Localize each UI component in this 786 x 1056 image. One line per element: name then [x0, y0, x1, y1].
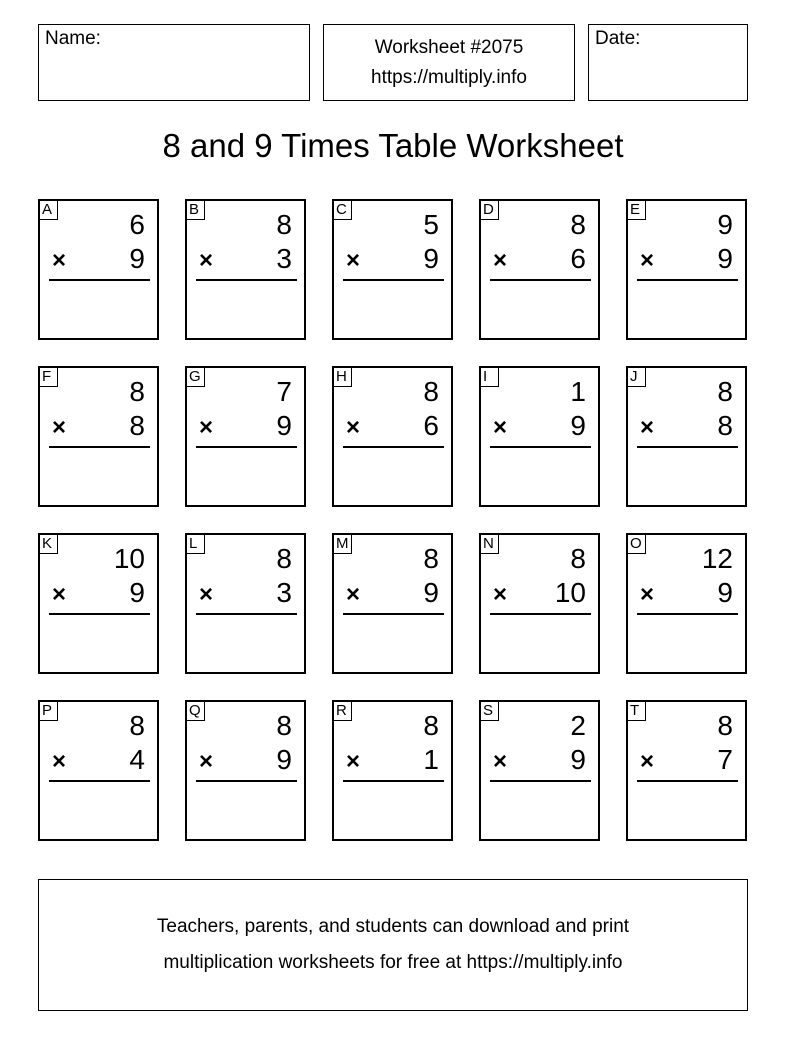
times-icon: × [640, 581, 655, 608]
times-icon: × [346, 414, 361, 441]
answer-line [343, 446, 444, 448]
multiplier: 8 [129, 410, 145, 441]
answer-line [637, 279, 738, 281]
times-icon: × [640, 414, 655, 441]
times-icon: × [346, 748, 361, 775]
problem-label: J [627, 367, 646, 387]
answer-line [637, 613, 738, 615]
problem-label: T [627, 701, 646, 721]
problem-label: I [480, 367, 499, 387]
problem-card[interactable] [332, 366, 453, 507]
problem-label: H [333, 367, 352, 387]
problem-card[interactable] [479, 366, 600, 507]
answer-line [637, 780, 738, 782]
footer-note [38, 879, 748, 1011]
problem-label: L [186, 534, 205, 554]
times-icon: × [52, 581, 67, 608]
multiplier: 3 [276, 243, 292, 274]
multiplier: 9 [570, 744, 586, 775]
answer-line [49, 279, 150, 281]
times-icon: × [346, 581, 361, 608]
answer-line [196, 780, 297, 782]
problem-label: S [480, 701, 499, 721]
name-field[interactable] [38, 24, 310, 101]
multiplicand: 8 [423, 543, 439, 574]
answer-line [49, 446, 150, 448]
answer-line [49, 613, 150, 615]
date-field[interactable] [588, 24, 748, 101]
answer-line [49, 780, 150, 782]
multiplicand: 8 [423, 710, 439, 741]
multiplicand: 2 [570, 710, 586, 741]
multiplicand: 8 [276, 710, 292, 741]
problem-card[interactable] [626, 533, 747, 674]
times-icon: × [52, 414, 67, 441]
answer-line [343, 780, 444, 782]
times-icon: × [199, 414, 214, 441]
times-icon: × [52, 748, 67, 775]
problem-label: C [333, 200, 352, 220]
multiplicand: 7 [276, 376, 292, 407]
answer-line [637, 446, 738, 448]
multiplier: 9 [717, 577, 733, 608]
multiplicand: 1 [570, 376, 586, 407]
multiplier: 6 [423, 410, 439, 441]
problem-label: E [627, 200, 646, 220]
answer-line [490, 780, 591, 782]
multiplier: 1 [423, 744, 439, 775]
answer-line [196, 279, 297, 281]
multiplicand: 8 [129, 376, 145, 407]
multiplier: 10 [554, 577, 586, 608]
problem-card[interactable] [479, 533, 600, 674]
multiplicand: 8 [570, 543, 586, 574]
problem-card[interactable] [185, 533, 306, 674]
multiplicand: 6 [129, 209, 145, 240]
problem-label: R [333, 701, 352, 721]
footer-line-1: Teachers, parents, and students can download and print [156, 916, 630, 937]
multiplier: 9 [717, 243, 733, 274]
times-icon: × [493, 748, 508, 775]
problem-card[interactable] [38, 366, 159, 507]
answer-line [196, 613, 297, 615]
problem-card[interactable] [185, 199, 306, 340]
problem-card[interactable] [332, 700, 453, 841]
problem-label: K [39, 534, 58, 554]
problem-card[interactable] [626, 700, 747, 841]
multiplier: 9 [570, 410, 586, 441]
multiplicand: 8 [717, 376, 733, 407]
multiplicand: 8 [423, 376, 439, 407]
site-url: https://multiply.info [371, 66, 527, 88]
multiplicand: 8 [129, 710, 145, 741]
multiplicand: 8 [570, 209, 586, 240]
times-icon: × [52, 247, 67, 274]
times-icon: × [493, 247, 508, 274]
problem-card[interactable] [479, 700, 600, 841]
problem-label: M [333, 534, 352, 554]
times-icon: × [640, 748, 655, 775]
multiplicand: 5 [423, 209, 439, 240]
worksheet-info [323, 24, 575, 101]
problem-label: O [627, 534, 646, 554]
date-label: Date: [595, 28, 641, 49]
footer-line-2: multiplication worksheets for free at https://multiply.info [163, 952, 623, 973]
multiplier: 9 [423, 243, 439, 274]
answer-line [343, 613, 444, 615]
multiplier: 9 [423, 577, 439, 608]
multiplier: 9 [129, 577, 145, 608]
problem-label: A [39, 200, 58, 220]
multiplier: 4 [129, 744, 145, 775]
multiplicand: 12 [701, 543, 733, 574]
problem-card[interactable] [626, 199, 747, 340]
times-icon: × [346, 247, 361, 274]
times-icon: × [199, 581, 214, 608]
problem-label: F [39, 367, 58, 387]
problem-label: N [480, 534, 499, 554]
name-label: Name: [45, 28, 101, 49]
problem-card[interactable] [38, 533, 159, 674]
multiplier: 3 [276, 577, 292, 608]
multiplicand: 9 [717, 209, 733, 240]
problem-card[interactable] [332, 199, 453, 340]
multiplier: 8 [717, 410, 733, 441]
multiplier: 6 [570, 243, 586, 274]
problem-card[interactable] [626, 366, 747, 507]
answer-line [490, 279, 591, 281]
multiplicand: 8 [276, 209, 292, 240]
problem-card[interactable] [332, 533, 453, 674]
worksheet-number: Worksheet #2075 [374, 36, 524, 58]
problem-label: Q [186, 701, 205, 721]
problem-card[interactable] [38, 199, 159, 340]
times-icon: × [640, 247, 655, 274]
answer-line [490, 446, 591, 448]
problem-label: P [39, 701, 58, 721]
multiplier: 9 [276, 744, 292, 775]
problem-card[interactable] [185, 700, 306, 841]
answer-line [343, 279, 444, 281]
multiplier: 9 [129, 243, 145, 274]
problem-label: G [186, 367, 205, 387]
multiplicand: 8 [276, 543, 292, 574]
times-icon: × [493, 414, 508, 441]
problem-card[interactable] [185, 366, 306, 507]
answer-line [196, 446, 297, 448]
times-icon: × [199, 748, 214, 775]
multiplier: 9 [276, 410, 292, 441]
page-title: 8 and 9 Times Table Worksheet [162, 127, 624, 164]
problem-label: B [186, 200, 205, 220]
problem-label: D [480, 200, 499, 220]
times-icon: × [199, 247, 214, 274]
multiplicand: 8 [717, 710, 733, 741]
problem-card[interactable] [38, 700, 159, 841]
problem-card[interactable] [479, 199, 600, 340]
multiplicand: 10 [113, 543, 145, 574]
answer-line [490, 613, 591, 615]
times-icon: × [493, 581, 508, 608]
multiplier: 7 [717, 744, 733, 775]
